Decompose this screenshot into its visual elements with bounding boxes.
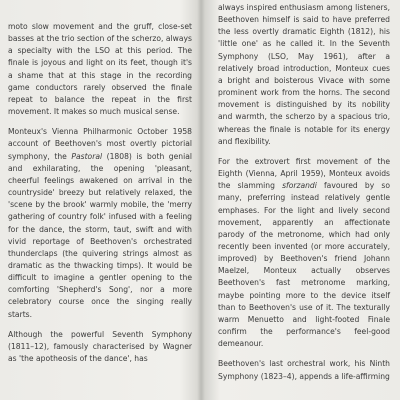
right-paragraph-2-text-a: For the extrovert first movement of the Eighth (Vienna, April 1959), Monteux avoids the slamming [218,156,390,191]
right-page [204,0,400,400]
left-paragraph-3: Although the powerful Seventh Symphony (1811–12), famously characterised by Wagner as 'the apotheosis of the dance', has [8,329,192,364]
left-paragraph-2-text-b: (1808) is both genial and exhilarating, the opening 'pleasant, cheerful feelings awakened on arrival in the countryside' breezy but relatively relaxed, the 'scene by the brook' warmly mobile, the 'merry gathering of country folk' infused with a feeling for the dance, the storm, taut, swift and with vivid reportage of Beethoven's orchestrated thunderclaps (the quivering strings almost as dramatic as the thwacking timps). It would be difficult to imagine a gentler opening to the comforting 'Shepherd's Song', nor a more celebratory course once the singing really starts. [8,151,192,319]
right-paragraph-2-text-b: favoured by so many, preferring instead relatively gentle emphases. For the light and lively second movement, apparently an affectionate parody of the metronome, which had only recently been invented (or more accurately, improved) by Beethoven's friend Johann Maelzel, Monteux actually observes Beethoven's fast metronome marking, maybe pointing more to the device itself than to Beethoven's use of it. The texturally warm Menuetto and light-footed Finale confirm the performance's feel-good demeanour. [218,181,390,349]
left-paragraph-2 [8,126,192,321]
right-paragraph-2 [218,156,390,351]
right-paragraph-3: Beethoven's last orchestral work, his Ninth Symphony (1823–4), appends a life-affirming [218,359,390,381]
sforzandi-term: sforzandi [282,181,317,191]
left-paragraph-2-text-a: Monteux's Vienna Philharmonic October 1958 account of Beethoven's most overtly pictorial symphony, the [8,127,192,161]
left-paragraph-1: moto slow movement and the gruff, close-set basses at the trio section of the scherzo, always a specialty with the LSO at this period. The finale is joyous and light on its feet, though it's a shame that at this stage in the recording game conductors rarely observed the finale repeat to balance the repeat in the first movement. It makes so much musical sense. [8,22,192,117]
left-page [0,0,198,400]
pastoral-title: Pastoral [71,151,103,161]
right-paragraph-1: always inspired enthusiasm among listeners, Beethoven himself is said to have preferred the less overtly dramatic Eighth (1812), his 'little one' as he called it. In the Seventh Symphony (LSO, May 1961), after a relatively broad introduction, Monteux cues a bright and boisterous Vivace with some prominent work from the horns. The second movement is distinguished by its nobility and warmth, the scherzo by a spacious trio, whereas the finale is notable for its energy and flexibility. [218,3,390,146]
